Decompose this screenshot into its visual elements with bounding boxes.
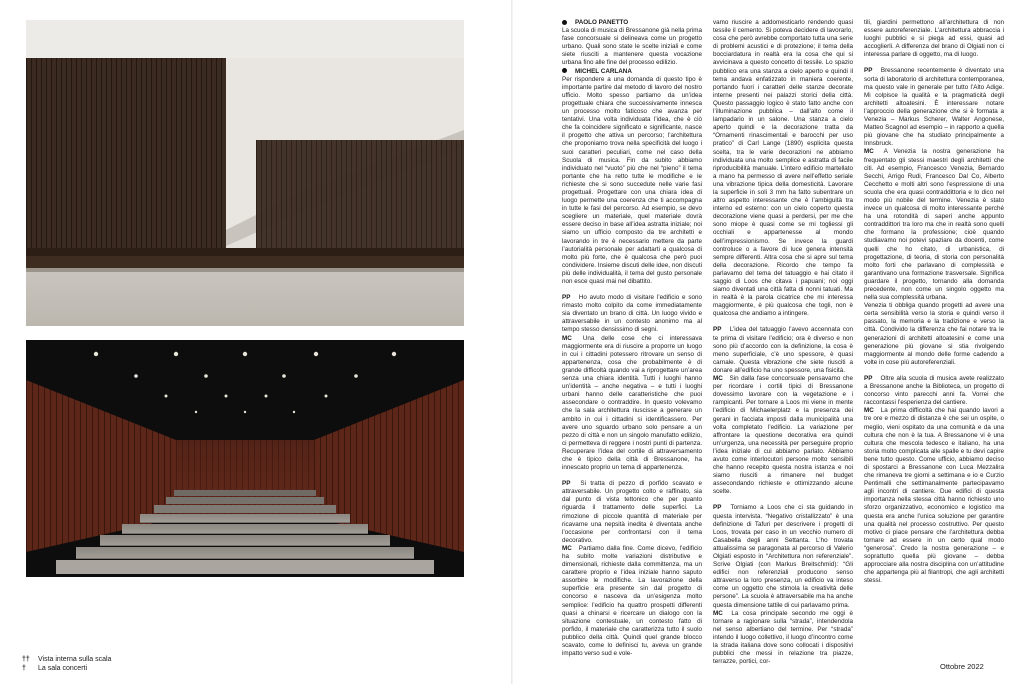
speaker-initials: MC [713,375,723,383]
paragraph-text: Si tratta di pezzo di porfido scavato e attraversabile. Un progetto colto e raffinato, sia dal punto di vista tettonico che per quanto riguarda il trattamento delle superfici. La rimozione di piccole quantità di materiale per ricavarne una nepsità inedita è diventata anche l’occasione per confrontarsi con il tema decorativo. [562,480,702,544]
speaker-name [562,19,702,27]
caption-mark: †† [22,656,30,663]
paragraph-text: Oltre alla scuola di musica avete realizzato a Bressanone anche la Biblioteca, un progetto di concorso vinto parecchi anni fa. Vorrei che raccontassi l’esperienza del cantiere. [864,374,1004,407]
paragraph-text: Venezia ti obbliga quando progetti ad avere una certa sensibilità verso la storia e quindi verso il passato, la memoria e la tradizione e verso la città. Condivido la differenza che fai notare tra le generazioni di architetti altoatesini e come una generazione più giovane si stia rivolgendo maggiormente al mondo delle forme cadendo a volte in cose più autoreferenziali. [864,302,1004,366]
speaker-label: PAOLO PANETTO [575,19,629,26]
text-column-3 [864,19,1004,655]
speaker-initials: PP [713,326,722,334]
article-paragraph [562,27,702,67]
paragraph-text: La scuola di musica di Bressanone già nella prima fase concorsuale si delineava come un progetto urbano. Quali sono state le scelte iniziali e come siete riusciti a mantenere questa vocazione urbana fino alle fine del processo edilizio. [562,27,703,67]
caption-row [22,664,322,673]
text-column-2 [713,19,854,666]
photo-concert-hall [26,340,464,577]
page-gutter [511,0,513,684]
speaker-initials: MC [864,407,874,415]
article-paragraph [864,148,1004,302]
speaker-initials: MC [562,544,572,552]
paragraph-text: tili, giardini permettono all’architettura di non essere autoreferenziale. L’architettura abbraccia i luoghi pubblici e si piega ad essi, quasi ad accoglierli. A differenza del brano di Olgiati non ci interessa parlare di oggetto, ma di luogo. [864,19,1004,59]
speaker-initials: PP [713,504,722,512]
speaker-name [562,68,702,76]
article-paragraph [562,335,702,473]
article-paragraph [562,294,702,334]
speaker-initials: PP [864,67,873,75]
paragraph-text: Sin dalla fase concorsuale pensavamo che per ricordare i cortili tipici di Bressanone dovessimo lavorare con la vegetazione e i rampicanti. Per tornare a Loos mi viene in mente l’edificio di Michaelerplatz e la presenza dei gerani in facciata imposti dalla municipalità una volta completato l’edificio. La variazione per affrontare la questione decorativa era quindi un’urgenza, una necessità per perseguire proprio l’idea iniziale di cui abbiamo parlato. Abbiamo avuto come interlocutori persone molto sensibili che hanno recepito questa nostra istanza e noi siamo riusciti a rimanere nel budget assecondando richieste e ottimizzando alcune scelte. [713,375,854,496]
speaker-initials: MC [713,609,723,617]
photo-captions [22,655,322,673]
text-column-1 [562,19,703,658]
caption-mark: † [22,665,26,672]
article-paragraph [562,76,702,286]
paragraph-text: Bressanone recentemente è diventato una sorta di laboratorio di architettura contemporanea, ma questo vale in generale per tutto l’Alto Adige. Mi colpisce la qualità e la pragmaticità degli architetti altoatesini. È interessare notare l’approccio della generazione che si è formata a Venezia – Markus Scherer, Walter Angonese, Matteo Scagnol ad esempio – in rapporto a quella più giovane che ha studiato principalmente a Innsbruck. [864,67,1004,148]
article-paragraph [562,545,702,658]
paragraph-text: La prima difficoltà che hai quando lavori a tre ore e mezzo di distanza è che sei un ospite, o meglio, vieni ospitato da una comunità e da una cultura che non è la tua. A Bressanone vi è una cultura che mescola tedesco e italiano, ha una storia molto complicata alle spalle e tu devi capire bene tutto questo. Come ufficio, abbiamo deciso di spostarci a Bressanone con Luca Mezzalira che rimaneva tre giorni a settimana e io e Curzio Pentimalli che settimanalmente partecipavamo agli incontri di cantiere. Due edifici di questa importanza nella stessa città hanno richiesto uno sforzo organizzativo, economico e logistico ma questa era anche l’unica soluzione per garantire una qualità nel processo costruttivo. Per questo motivo ci piace pensare che l’architettura debba tornare ad essere in un certo qual modo “generosa”. Credo la nostra generazione – e soprattutto quella più giovane – debba approcciare alla nostra disciplina con un’attitudine che appartenga più al filantropi, che agli architetti stessi. [864,407,1005,585]
article-paragraph [864,67,1004,148]
caption-text: La sala concerti [38,665,88,672]
article-paragraph [864,407,1004,585]
article-paragraph [713,326,853,375]
paragraph-text: Torniamo a Loos che ci sta guidando in questa intervista. “Negativo cristallizzato” è una definizione di Tafuri per descrivere i progetti di Loos, trovata per caso in un vecchio numero di Casabella degli anni Settanta. L’ho trovata attualissima se paragonata al percorso di Valerio Olgiati esposto in “Architettura non referenziale”. Scrive Olgiati (con Markus Breitschmid): “Gli edifici non referenziali producono senso attraverso la loro presenza, un edificio va inteso come un oggetto che stimola la creatività delle persone”. La scuola è attraversabile ma ha anche questa dimensione tattile di cui parlavamo prima. [713,504,853,609]
page-folio: Ottobre 2022 [940,662,984,671]
caption-row [22,655,322,664]
speaker-label: MICHEL CARLANA [575,67,632,75]
speaker-initials: PP [562,480,571,488]
article-paragraph [562,480,702,545]
paragraph-text: Ho avuto modo di visitare l’edificio e sono rimasto molto colpito da come immediatamente sia diventato un brano di città. Un luogo vivido e attraversabile in un contesto anonimo ma al tempo stesso densissimo di segni. [562,294,703,334]
concert-hall-image [26,340,464,577]
paragraph-text: L’idea del tatuaggio l’avevo accennata con te prima di visitare l’edificio; ora è diverso e non sono più d’accordo con la definizione, la cosa è meno superficiale, c’è uno spessore, è quasi carnale. Questa vibrazione che siete riusciti a donare all’edificio ha uno spessore, una fisicità. [713,326,853,374]
bullet-icon [562,68,567,73]
caption-text: Vista interna sulla scala [38,656,112,663]
article-paragraph [713,375,853,496]
paragraph-text: A Venezia la nostra generazione ha frequentato gli stessi maestri degli architetti che citi. Ad esempio, Francesco Venezia, Bernardo Secchi, Arrigo Rudi, Francesco Dal Co, Alberto Cecchetto e molti altri sono l’espressione di una scuola che era quasi contraddittoria e lo dico nel modo più nobile del termine. Venezia è stato invece un qualcosa di molto interessante perché ha una rotondità di saperi anche appunto contraddittori tra loro ma che in realtà sono quelli che formano la professione; cioè quando studiavamo noi potevi spaziare da docenti, come quelli che ho citato, di urbanistica, di progettazione, di teoria, di storia con personalità molto forti che parlavano di complessità e garantivano una formazione trasversale. Significa guardare il progetto, tornando alla domanda precedente, non come un singolo oggetto ma nella sua complessità urbana. [864,148,1004,302]
article-paragraph [713,504,853,609]
paragraph-text: vamo riuscire a addomesticarlo rendendo quasi tessile il cemento. Si poteva decidere di lavorarlo, cosa che però avrebbe comportato tutta una serie di problemi acustici e di protezione; il tema della bocciardatura in realtà era la cosa che qui si avvicinava a questo concetto di tessile. Lo spazio pubblico era una stanza a cielo aperto e quindi il tema andava enfatizzato in maniera coerente, portando fuori i caratteri delle stanze decorate interne presenti nei palazzi storici della città. Questo passaggio logico è stato fatto anche con l’illuminazione pubblica – dall’alto come il lampadario in un salone. Una stanza a cielo aperto quindi e la decorazione tratta da “Ornamenti rinascimentali e barocchi per uso pratico” di Carl Lange (1890) esplicita questa scelta, tra le varie decorazioni ne abbiamo individuata una molto semplice e astratta di facile riproducibilità manuale. L’intero edificio martellato a mano ha permesso di avere nell’effetto seriale una vibrazione tipica della domesticità. Lavorare la superficie in soli 3 mm ha fatto subentrare un altro aspetto interessante che è l’ambiguità tra interno ed esterno: con un cielo coperto questa decorazione viene quasi a perdersi, per me che sono miope è quasi come se mi togliessi gli occhiali e appartenesse al mondo dell’impressionismo. Se invece la guardi controluce o a favore di luce genera intensità sempre differenti. Altra cosa che si apre sul tema della decorazione. Ricordo che tempo fa parlavamo del tema del tatuaggio e hai citato il saggio di Loos che citava i papuani; noi oggi siamo diventati una città fatta di nonni tatuati. Ma in realtà è la parola cicatrice che mi interessa maggiormente, è più qualcosa che togli, non è qualcosa che andiamo a intingere. [713,19,853,318]
photo-stair-interior [26,20,464,326]
paragraph-text: Per rispondere a una domanda di questo tipo è importante partire dal metodo di lavoro del nostro ufficio. Molto spesso partiamo da un’idea progettuale chiara che successivamente innesca un processo molto faticoso che avanza per tentativi. Una volta individuata l’idea, che è ciò che fa coincidere significato e significante, nasce il progetto che attiva un percorso; l’architettura che proponiamo trova nella specificità del luogo i suoi caratteri peculiari, come nel caso della Scuola di musica. Fin da subito abbiamo individuato nel “vuoto” più che nel “pieno” il tema portante che ha retto tutte le modifiche e le richieste che si sono succedute nelle varie fasi progettuali. Progettare con una chiara idea di luogo permette una coerenza che ti accompagna in tutte le fasi del percorso. Ad esempio, se devo scegliere un materiale, quel materiale dovrà essere deciso in base all’idea astratta iniziale; noi siamo un ufficio composto da tre architetti e lavorando in tre è necessario mettere da parte l’autorialità personale per adattarti a qualcosa di molto più forte, che è qualcosa che però puoi condividere. Insieme discuti delle idee, non discuti più delle individualità, il tema del gusto personale non esce quasi mai nel dibattito. [562,75,702,285]
article-paragraph [713,19,853,318]
article-paragraph [864,302,1004,367]
article-paragraph [864,19,1004,59]
article-paragraph [713,610,853,667]
speaker-initials: PP [864,374,873,382]
speaker-initials: PP [562,294,571,302]
speaker-initials: MC [864,148,874,156]
speaker-initials: MC [562,334,572,342]
article-paragraph [864,375,1004,407]
paragraph-text: Una delle cose che ci interessava maggiormente era di riuscire a proporre un luogo in cui i cittadini potessero ritrovare un senso di appartenenza, cosa che probabilmente è di grande difficoltà quando vai a riprogettare un’area senza una chiara identità. Tutti i luoghi hanno un’identità – anche negativa – e tutti i luoghi urbani hanno delle caratteristiche che puoi assecondare o contraddire. In questo volevamo che la sala architettura riuscisse a generare un ambito in cui i cittadini si identificassero. Per avere uno sguardo urbano solo pensare a un pezzo di città e non un singolo manufatto edilizio, ci permetteva di reggere i nostri punti di partenza. Recuperare l’idea del cortile di attraversamento che è tipico della città di Bressanone, ha innescato proprio un tema di appartenenza. [562,334,702,472]
bullet-icon [562,20,567,25]
paragraph-text: Partiamo dalla fine. Come dicevo, l’edificio ha subito molte variazioni distributive e dimensionali, richieste dalla committenza, ma un carattere proprio e l’idea iniziale hanno saputo assorbire le modifiche. La lavorazione della superficie era presente sin dal progetto di concorso e nasceva da un’esigenza molto semplice: l’edificio ha quattro prospetti differenti quasi a chinarsi e ricercare un dialogo con la situazione contestuale, un contesto fatto di porfido, il materiale che caratterizza tutto il suolo pubblico della città. Quindi quel grande blocco scavato, come lo definisci tu, aveva un grande impatto verso sud e vole- [562,544,702,658]
paragraph-text: La cosa principale secondo me oggi è tornare a ragionare sulla “strada”, intendendola nel senso albertiano del termine. Per “strada” intendo il luogo collettivo, il luogo d’incontro come la strada italiana dove sono collocati i dispositivi pubblici che messi in relazione tra piazze, terrazze, portici, cor- [713,609,854,666]
stair-interior-image [26,20,464,326]
